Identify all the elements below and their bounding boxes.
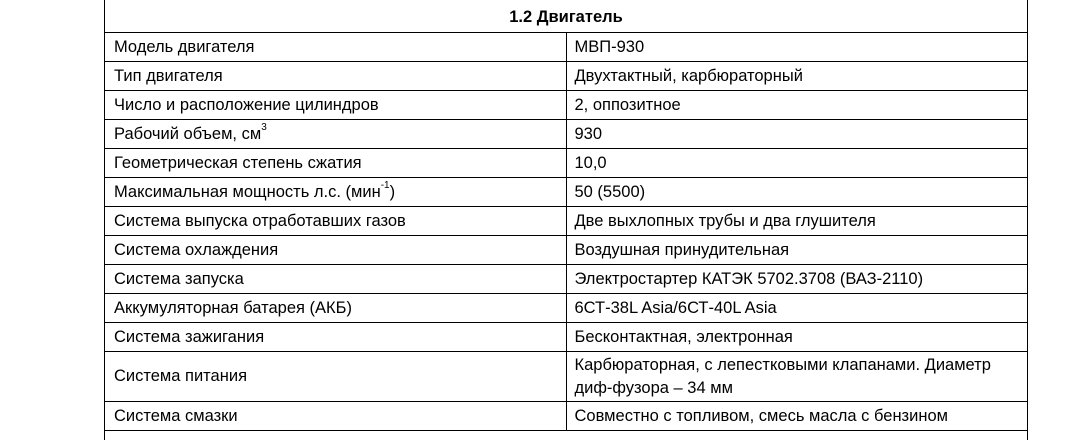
param-cell: Модель двигателя: [105, 33, 567, 62]
table-row-continuation: [105, 431, 1028, 441]
value-cell: Бесконтактная, электронная: [566, 323, 1028, 352]
value-cell: 6СТ-38L Asia/6СТ-40L Asia: [566, 294, 1028, 323]
table-row: [105, 120, 1028, 149]
table-row: [105, 323, 1028, 352]
table-row: [105, 352, 1028, 402]
value-cell: 2, оппозитное: [566, 91, 1028, 120]
table-row: [105, 265, 1028, 294]
value-cell: МВП-930: [566, 33, 1028, 62]
param-cell: Аккумуляторная батарея (АКБ): [105, 294, 567, 323]
value-cell: Две выхлопных трубы и два глушителя: [566, 207, 1028, 236]
table-row: [105, 178, 1028, 207]
param-cell: Система выпуска отработавших газов: [105, 207, 567, 236]
param-cell: Геометрическая степень сжатия: [105, 149, 567, 178]
section-header-row: [105, 0, 1028, 33]
table-row: [105, 91, 1028, 120]
value-cell: Воздушная принудительная: [566, 236, 1028, 265]
param-cell: Система запуска: [105, 265, 567, 294]
value-cell: Совместно с топливом, смесь масла с бензином: [566, 402, 1028, 431]
table-row: [105, 236, 1028, 265]
param-cell: Тип двигателя: [105, 62, 567, 91]
param-superscript: 3: [261, 122, 267, 133]
param-text: Максимальная мощность л.с. (мин: [114, 182, 381, 201]
param-cell: Система питания: [105, 352, 567, 402]
value-cell: 930: [566, 120, 1028, 149]
param-superscript: -1: [380, 180, 390, 191]
param-cell: [105, 120, 567, 149]
table-row: [105, 33, 1028, 62]
param-cell: [105, 178, 567, 207]
value-cell: 50 (5500): [566, 178, 1028, 207]
table-row: [105, 294, 1028, 323]
param-cell: Система охлаждения: [105, 236, 567, 265]
param-cell: Система зажигания: [105, 323, 567, 352]
table-row: [105, 207, 1028, 236]
param-text-after: ): [389, 182, 396, 201]
value-cell: Двухтактный, карбюраторный: [566, 62, 1028, 91]
table-row: [105, 62, 1028, 91]
table-row: [105, 149, 1028, 178]
value-cell: 10,0: [566, 149, 1028, 178]
param-cell: Система смазки: [105, 402, 567, 431]
engine-spec-table: [104, 0, 1028, 440]
section-title: 1.2 Двигатель: [105, 0, 1028, 33]
continuation-cell: [105, 431, 1028, 441]
value-cell: Электростартер КАТЭК 5702.3708 (ВАЗ-2110): [566, 265, 1028, 294]
param-text: Рабочий объем, см: [114, 124, 262, 143]
table-row: [105, 402, 1028, 431]
param-cell: Число и расположение цилиндров: [105, 91, 567, 120]
value-cell: Карбюраторная, с лепестковыми клапанами. Диаметр диф-фузора – 34 мм: [566, 352, 1028, 402]
